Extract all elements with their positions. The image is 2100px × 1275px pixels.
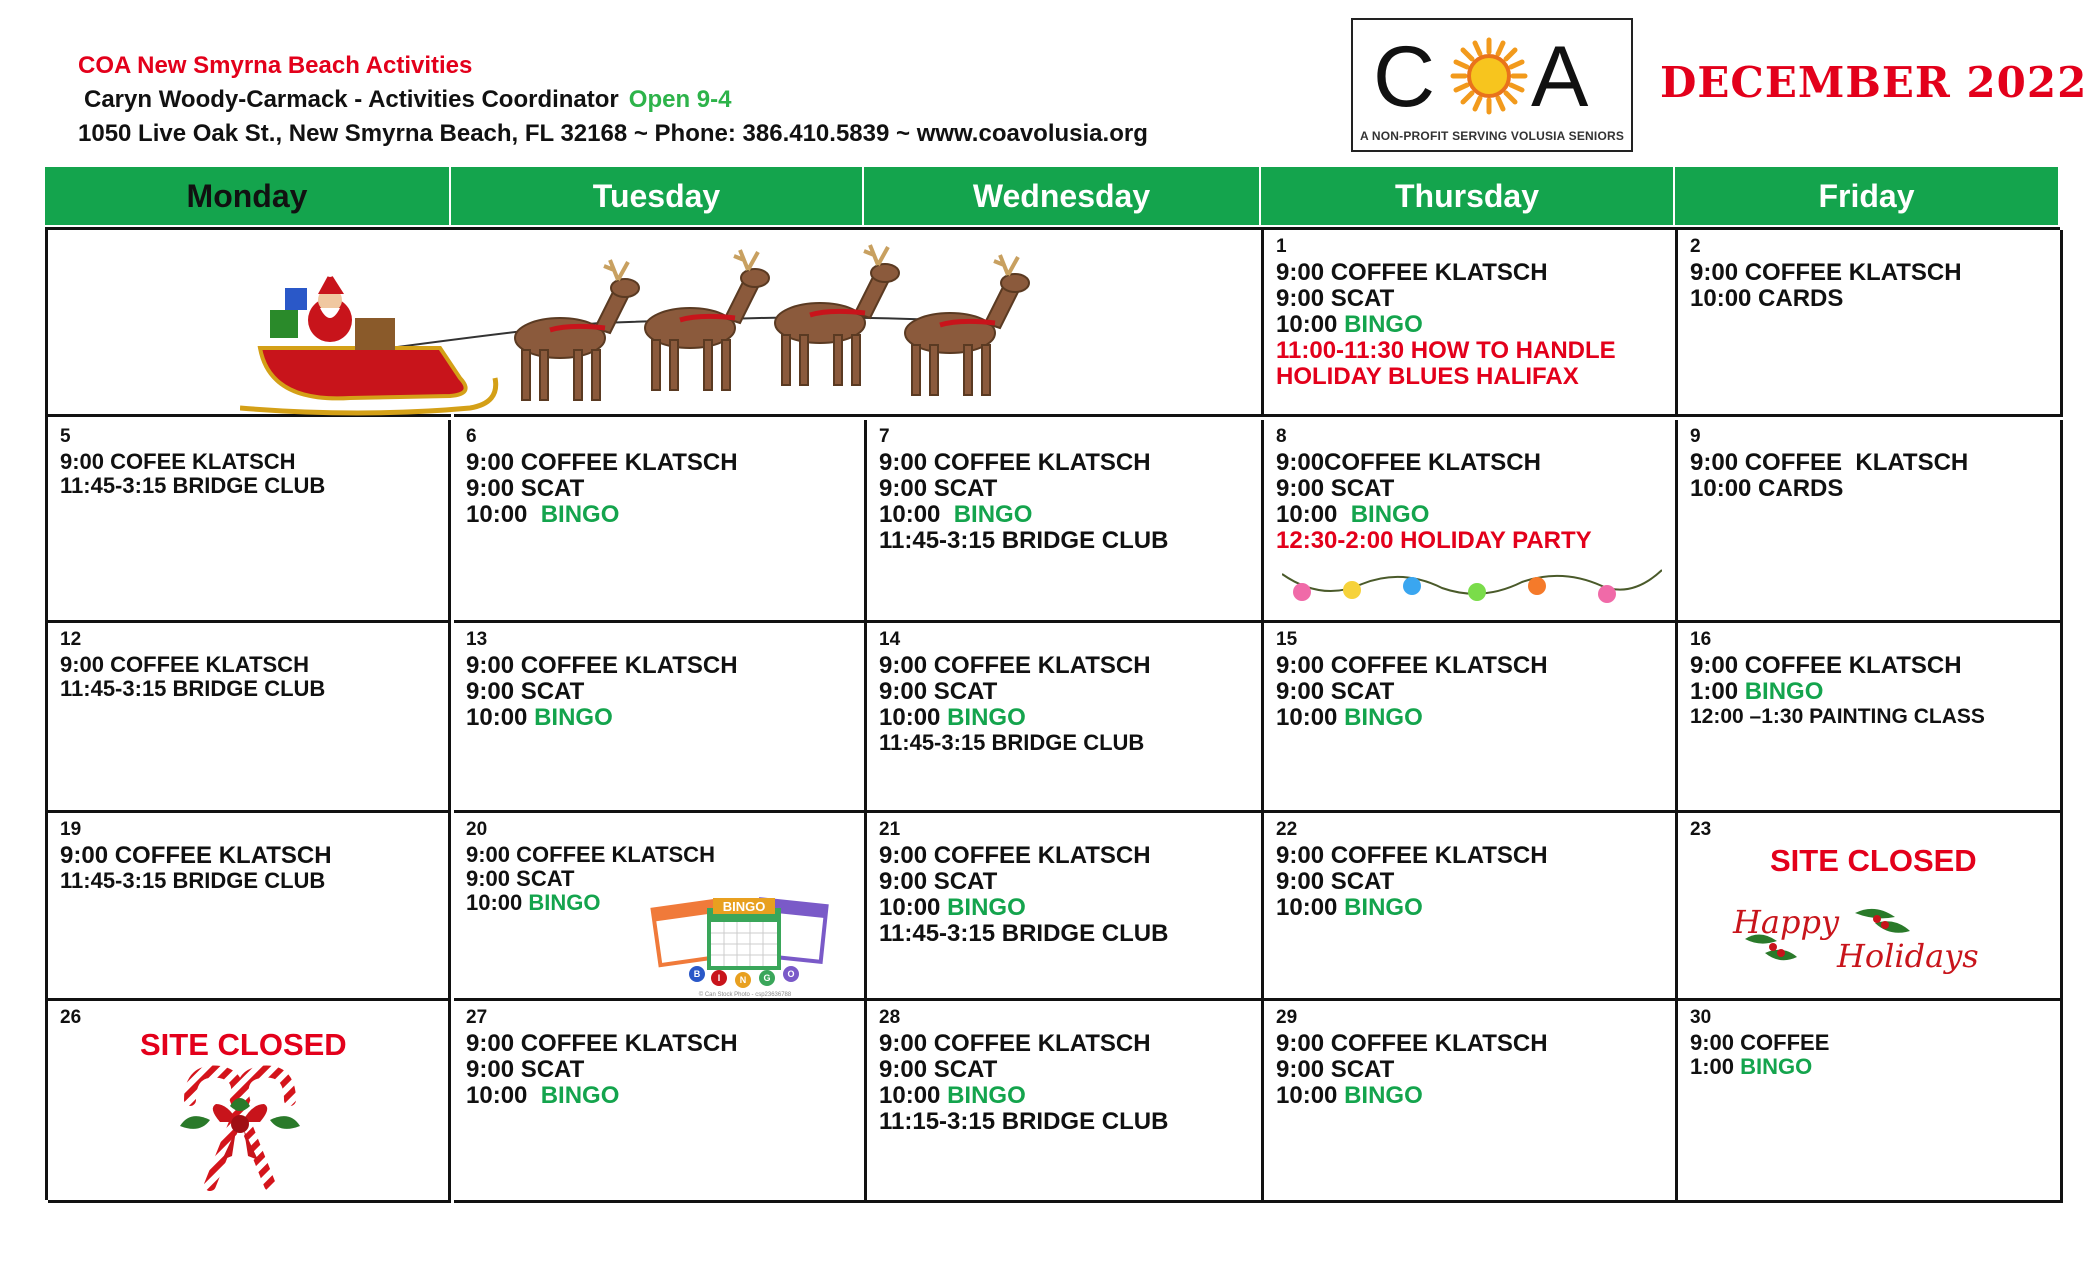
event-text: 1:00 xyxy=(1690,1054,1741,1079)
event-text: 9:00 COFFEE KLATSCH xyxy=(1690,652,1962,679)
event-item xyxy=(1276,843,1669,869)
event-item xyxy=(466,476,858,502)
happy-text: Happy xyxy=(1733,903,1840,941)
event-text: 9:00 SCAT xyxy=(1276,678,1395,705)
event-item xyxy=(1690,1055,2054,1079)
event-item xyxy=(879,450,1255,476)
event-text: 10:00 xyxy=(466,1082,541,1109)
event-item xyxy=(1276,705,1669,731)
event-item xyxy=(1690,450,2054,476)
event-list xyxy=(466,450,858,528)
event-text: 10:00 xyxy=(1276,1082,1345,1109)
day-number: 2 xyxy=(1690,236,1701,257)
event-text: 9:00 COFFEE xyxy=(1690,1030,1830,1055)
event-text: 11:45-3:15 BRIDGE CLUB xyxy=(60,473,326,498)
event-text: 9:00 COFFEE KLATSCH xyxy=(466,652,738,679)
event-item xyxy=(60,474,442,498)
event-text: 9:00 COFFEE KLATSCH xyxy=(879,652,1151,679)
event-highlight: BINGO xyxy=(1344,894,1423,921)
event-item xyxy=(466,679,858,705)
event-list xyxy=(1276,450,1669,554)
logo-tagline: A NON-PROFIT SERVING VOLUSIA SENIORS xyxy=(1359,129,1625,143)
bingo-card-word: BINGO xyxy=(722,899,766,914)
event-item xyxy=(60,653,442,677)
day-cell-7 xyxy=(867,420,1264,623)
event-text: 11:00-11:30 HOW TO HANDLE xyxy=(1276,337,1616,364)
event-text: 9:00 COFFEE KLATSCH xyxy=(879,1030,1151,1057)
day-header-thursday: Thursday xyxy=(1261,167,1675,225)
event-item xyxy=(1276,260,1669,286)
day-cell-9 xyxy=(1678,420,2063,623)
event-text: 9:00COFFEE KLATSCH xyxy=(1276,449,1541,476)
day-number: 23 xyxy=(1690,819,1712,840)
event-text: 9:00 SCAT xyxy=(879,678,998,705)
day-number: 9 xyxy=(1690,426,1701,447)
event-text: 10:00 xyxy=(879,1082,948,1109)
event-item xyxy=(466,1083,858,1109)
day-header-wednesday: Wednesday xyxy=(864,167,1261,225)
event-item xyxy=(1276,476,1669,502)
event-list xyxy=(1690,260,2054,312)
event-item xyxy=(1276,450,1669,476)
event-item xyxy=(879,1083,1255,1109)
event-item xyxy=(1276,1031,1669,1057)
day-cell-30 xyxy=(1678,1001,2063,1203)
event-text: 9:00 COFFEE KLATSCH xyxy=(1276,259,1548,286)
bingo-image-credit: © Can Stock Photo - csp23636788 xyxy=(698,992,792,998)
event-item xyxy=(879,653,1255,679)
event-item xyxy=(1690,679,2054,705)
day-cell-1 xyxy=(1264,230,1678,417)
event-text: 9:00 COFFEE KLATSCH xyxy=(466,449,738,476)
day-number: 14 xyxy=(879,629,901,650)
event-text: 11:45-3:15 BRIDGE CLUB xyxy=(60,676,326,701)
event-item xyxy=(1690,705,2054,729)
event-highlight: BINGO xyxy=(1344,704,1423,731)
event-text: 9:00 COFFEE KLATSCH xyxy=(1690,449,1969,476)
event-highlight: BINGO xyxy=(1350,501,1430,528)
event-text: 9:00 COFFEE KLATSCH xyxy=(1276,1030,1548,1057)
event-text: 11:45-3:15 BRIDGE CLUB xyxy=(879,920,1169,947)
event-item xyxy=(1276,364,1669,390)
month-title: DECEMBER 2022 xyxy=(1660,58,2088,107)
event-list xyxy=(466,1031,858,1109)
event-highlight: BINGO xyxy=(1740,1054,1813,1079)
org-title: COA New Smyrna Beach Activities xyxy=(78,52,473,79)
event-text: 10:00 xyxy=(1276,501,1351,528)
event-text: 10:00 xyxy=(466,501,541,528)
event-list xyxy=(60,653,442,701)
event-item xyxy=(60,843,442,869)
event-item xyxy=(1690,260,2054,286)
day-cell-21 xyxy=(867,813,1264,1001)
day-number: 12 xyxy=(60,629,82,650)
event-highlight: BINGO xyxy=(528,890,601,915)
event-item xyxy=(1276,895,1669,921)
event-text: 9:00 SCAT xyxy=(466,866,575,891)
logo-letter-c: C xyxy=(1373,29,1436,118)
event-highlight: BINGO xyxy=(947,704,1026,731)
day-cell-15 xyxy=(1264,623,1678,813)
day-number: 13 xyxy=(466,629,488,650)
candy-canes-icon xyxy=(150,1060,330,1195)
bingo-cards-icon xyxy=(635,888,855,1000)
event-text: 10:00 xyxy=(1276,894,1345,921)
event-item xyxy=(466,1031,858,1057)
event-text: 9:00 COFFEE KLATSCH xyxy=(60,842,332,869)
day-number: 22 xyxy=(1276,819,1298,840)
event-item xyxy=(879,869,1255,895)
event-text: 10:00 xyxy=(879,894,948,921)
day-cell-13 xyxy=(454,623,867,813)
event-item xyxy=(1690,653,2054,679)
event-list xyxy=(466,653,858,731)
event-item xyxy=(879,731,1255,755)
event-item xyxy=(879,895,1255,921)
event-list xyxy=(879,450,1255,554)
event-list xyxy=(1276,653,1669,731)
event-item xyxy=(879,921,1255,947)
event-text: 10:00 xyxy=(1276,311,1345,338)
event-item xyxy=(60,450,442,474)
holiday-lights-icon xyxy=(1282,562,1662,610)
event-list xyxy=(879,1031,1255,1135)
event-text: 9:00 SCAT xyxy=(879,868,998,895)
event-text: 10:00 CARDS xyxy=(1690,285,1844,312)
day-cell-6 xyxy=(454,420,867,623)
holidays-text: Holidays xyxy=(1837,937,1979,975)
day-cell-19 xyxy=(48,813,451,1001)
event-text: 9:00 SCAT xyxy=(1276,868,1395,895)
event-text: 10:00 xyxy=(466,704,535,731)
event-list xyxy=(1276,1031,1669,1109)
day-number: 21 xyxy=(879,819,901,840)
event-item xyxy=(1276,653,1669,679)
event-item xyxy=(879,1031,1255,1057)
day-number: 5 xyxy=(60,426,71,447)
event-text: 9:00 SCAT xyxy=(466,475,585,502)
day-cell-16 xyxy=(1678,623,2063,813)
day-header-monday: Monday xyxy=(45,167,451,225)
bingo-balls-letters: B I N G O xyxy=(693,969,795,985)
event-item xyxy=(466,705,858,731)
event-text: 9:00 COFEE KLATSCH xyxy=(60,449,296,474)
event-text: 11:45-3:15 BRIDGE CLUB xyxy=(60,868,326,893)
event-highlight: BINGO xyxy=(1344,311,1423,338)
event-item xyxy=(1690,286,2054,312)
event-text: 10:00 xyxy=(466,890,529,915)
coordinator-line xyxy=(84,86,731,114)
event-list xyxy=(1690,1031,2054,1079)
event-item xyxy=(879,705,1255,731)
day-cell-12 xyxy=(48,623,451,813)
day-number: 26 xyxy=(60,1007,82,1028)
sun-icon xyxy=(1453,40,1525,112)
event-text: 11:45-3:15 BRIDGE CLUB xyxy=(879,730,1145,755)
day-cell-5 xyxy=(48,420,451,623)
open-hours: Open 9-4 xyxy=(628,86,732,113)
event-text: 9:00 COFFEE KLATSCH xyxy=(1276,842,1548,869)
event-highlight: BINGO xyxy=(540,501,620,528)
event-text: 9:00 SCAT xyxy=(879,1056,998,1083)
event-highlight: BINGO xyxy=(540,1082,620,1109)
event-item xyxy=(466,653,858,679)
event-item xyxy=(60,677,442,701)
day-number: 27 xyxy=(466,1007,488,1028)
event-text: 9:00 SCAT xyxy=(1276,285,1395,312)
event-list xyxy=(1690,450,2054,502)
event-item xyxy=(1276,528,1669,554)
event-item xyxy=(1276,1083,1669,1109)
event-text: 9:00 COFFEE KLATSCH xyxy=(1690,259,1962,286)
event-item xyxy=(879,843,1255,869)
logo-letter-a: A xyxy=(1531,29,1589,118)
event-item xyxy=(879,1057,1255,1083)
event-item xyxy=(1276,679,1669,705)
event-text: HOLIDAY BLUES HALIFAX xyxy=(1276,363,1579,390)
event-item xyxy=(1690,1031,2054,1055)
day-header-friday: Friday xyxy=(1675,167,2060,225)
event-text: 12:00 –1:30 PAINTING CLASS xyxy=(1690,705,1985,728)
event-text: 9:00 SCAT xyxy=(466,678,585,705)
event-text: 9:00 COFFEE KLATSCH xyxy=(879,842,1151,869)
event-item xyxy=(466,450,858,476)
day-cell-29 xyxy=(1264,1001,1678,1203)
event-item xyxy=(1276,869,1669,895)
event-text: 9:00 COFFEE KLATSCH xyxy=(466,1030,738,1057)
event-item xyxy=(879,528,1255,554)
day-number: 20 xyxy=(466,819,488,840)
day-cell-14 xyxy=(867,623,1264,813)
event-list xyxy=(879,843,1255,947)
event-highlight: BINGO xyxy=(953,501,1033,528)
event-item xyxy=(1276,312,1669,338)
event-item xyxy=(879,476,1255,502)
event-text: 9:00 SCAT xyxy=(1276,475,1395,502)
day-cell-22 xyxy=(1264,813,1678,1001)
site-closed-label: SITE CLOSED xyxy=(140,1027,347,1062)
day-number: 6 xyxy=(466,426,477,447)
event-text: 9:00 COFFEE KLATSCH xyxy=(879,449,1151,476)
event-highlight: BINGO xyxy=(534,704,613,731)
event-item xyxy=(1276,502,1669,528)
event-text: 10:00 xyxy=(879,704,948,731)
site-closed-label: SITE CLOSED xyxy=(1770,843,1977,878)
event-item xyxy=(879,679,1255,705)
day-number: 7 xyxy=(879,426,890,447)
event-text: 1:00 xyxy=(1690,678,1745,705)
day-number: 29 xyxy=(1276,1007,1298,1028)
event-highlight: BINGO xyxy=(1344,1082,1423,1109)
day-number: 28 xyxy=(879,1007,901,1028)
contact-line: 1050 Live Oak St., New Smyrna Beach, FL 32168 ~ Phone: 386.410.5839 ~ www.coavolusia.org xyxy=(78,120,1148,147)
coordinator-name: Caryn Woody-Carmack - Activities Coordinator xyxy=(84,86,619,113)
event-item xyxy=(466,502,858,528)
event-item xyxy=(466,843,858,867)
event-text: 11:45-3:15 BRIDGE CLUB xyxy=(879,527,1169,554)
event-item xyxy=(1276,338,1669,364)
day-number: 8 xyxy=(1276,426,1287,447)
event-list xyxy=(60,450,442,498)
day-cell-2 xyxy=(1678,230,2063,417)
day-number: 19 xyxy=(60,819,82,840)
day-number: 16 xyxy=(1690,629,1712,650)
event-item xyxy=(1690,476,2054,502)
event-text: 11:15-3:15 BRIDGE CLUB xyxy=(879,1108,1169,1135)
event-list xyxy=(1276,843,1669,921)
event-item xyxy=(1276,286,1669,312)
event-highlight: BINGO xyxy=(947,894,1026,921)
day-number: 15 xyxy=(1276,629,1298,650)
event-text: 9:00 COFFEE KLATSCH xyxy=(1276,652,1548,679)
event-item xyxy=(879,1109,1255,1135)
event-highlight: BINGO xyxy=(947,1082,1026,1109)
event-text: 10:00 CARDS xyxy=(1690,475,1844,502)
happy-holidays-icon xyxy=(1725,895,2005,975)
event-text: 10:00 xyxy=(879,501,954,528)
event-list xyxy=(879,653,1255,755)
event-text: 9:00 SCAT xyxy=(879,475,998,502)
coa-logo xyxy=(1351,18,1633,152)
event-text: 9:00 SCAT xyxy=(466,1056,585,1083)
event-text: 12:30-2:00 HOLIDAY PARTY xyxy=(1276,527,1592,554)
coa-sun-logo-icon xyxy=(1371,28,1611,118)
event-highlight: BINGO xyxy=(1744,678,1824,705)
day-number: 1 xyxy=(1276,236,1287,257)
event-text: 9:00 COFFEE KLATSCH xyxy=(60,652,309,677)
day-header-tuesday: Tuesday xyxy=(451,167,864,225)
event-list xyxy=(1276,260,1669,390)
event-text: 10:00 xyxy=(1276,704,1345,731)
event-item xyxy=(60,869,442,893)
day-cell-28 xyxy=(867,1001,1264,1203)
event-item xyxy=(879,502,1255,528)
day-cell-27 xyxy=(454,1001,867,1203)
event-list xyxy=(1690,653,2054,729)
event-item xyxy=(1276,1057,1669,1083)
event-item xyxy=(466,1057,858,1083)
day-number: 30 xyxy=(1690,1007,1712,1028)
event-text: 9:00 SCAT xyxy=(1276,1056,1395,1083)
santa-sleigh-reindeer-icon xyxy=(240,228,1040,418)
event-list xyxy=(60,843,442,893)
event-text: 9:00 COFFEE KLATSCH xyxy=(466,842,715,867)
